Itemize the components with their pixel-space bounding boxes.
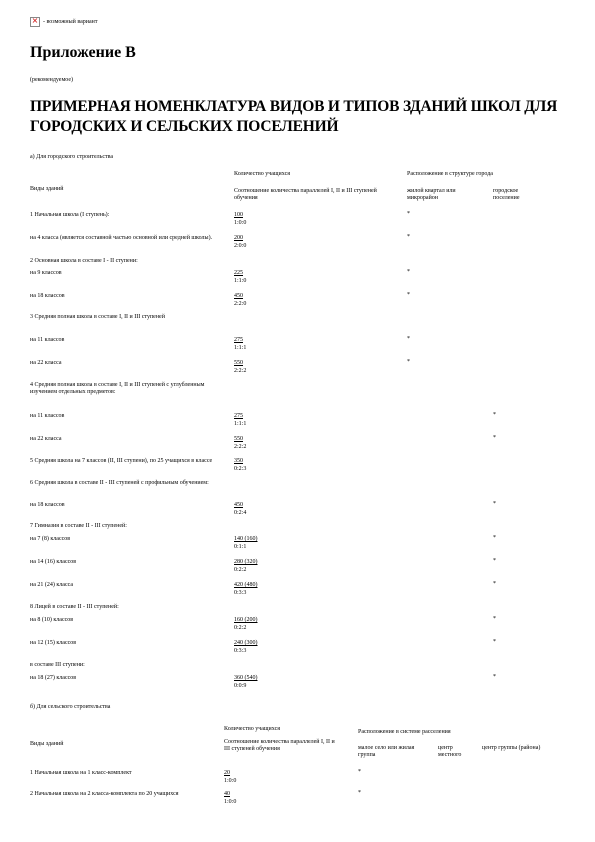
rural-header-small: малое село или жилая группа <box>358 745 415 758</box>
table-row-ratio: 2:2:0 <box>234 301 247 307</box>
table-row-count: 140 (160) <box>234 536 258 542</box>
table-row-name: на 7 (8) классов <box>30 536 71 542</box>
table-row-count: 240 (300) <box>234 640 258 646</box>
legend-text: - возможный вариант <box>43 18 98 25</box>
table-row-count: 450 <box>234 293 243 299</box>
table-row-name: на 8 (10) классов <box>30 617 74 623</box>
table-row-ratio: 1:0:0 <box>234 220 247 226</box>
table-row-ratio: 0:0:9 <box>234 683 247 689</box>
table-row-district-mark: * <box>407 359 410 365</box>
recommended-note: (рекомендуемое) <box>30 77 73 83</box>
rural-header-kind: Виды зданий <box>30 741 64 747</box>
table-row-ratio: 1:1:0 <box>234 278 247 284</box>
table-row-citywide-mark: * <box>493 616 496 622</box>
table-row-name: 8 Лицей в составе II - III ступеней: <box>30 604 119 610</box>
table-row-count: 350 <box>234 458 243 464</box>
rural-header-local: центр местного <box>438 745 462 758</box>
table-row-name: на 21 (24) класса <box>30 582 74 588</box>
table-row-ratio: 0:1:1 <box>234 544 247 550</box>
table-row-name: на 4 класса (является составной частью основной или средней школы). <box>30 235 213 241</box>
table-row-name: 6 Средняя школа в составе II - III ступеней с профильным обучением: <box>30 480 209 486</box>
urban-header-citywide: городское поселение <box>493 188 520 201</box>
table-row-name: на 11 классов <box>30 413 65 419</box>
table-row-citywide-mark: * <box>493 639 496 645</box>
rural-header-location: Расположение в системе расселения <box>358 729 451 735</box>
table-row-name: 3 Средняя полная школа в составе I, II и III ступеней <box>30 314 165 320</box>
table-row-name: 7 Гимназия в составе II - III ступеней: <box>30 523 127 529</box>
table-row-count: 200 <box>234 235 243 241</box>
table-row-citywide-mark: * <box>493 558 496 564</box>
table-row-ratio: 0:2:2 <box>234 567 247 573</box>
table-row-district-mark: * <box>407 269 410 275</box>
table-row-count: 20 <box>224 770 230 776</box>
table-row-count: 225 <box>234 270 243 276</box>
table-row-name: на 18 классов <box>30 293 65 299</box>
urban-header-location: Расположение в структуре города <box>407 171 493 177</box>
table-row-count: 420 (480) <box>234 582 258 588</box>
broken-image-icon <box>30 17 40 27</box>
table-row-district-mark: * <box>407 211 410 217</box>
table-row-name: на 11 классов <box>30 337 65 343</box>
table-row-count: 360 (540) <box>234 675 258 681</box>
table-row-count: 280 (320) <box>234 559 258 565</box>
table-row-count: 40 <box>224 791 230 797</box>
urban-header-district: жилой квартал или микрорайон <box>407 188 456 201</box>
table-row-ratio: 0:2:4 <box>234 510 247 516</box>
table-row-ratio: 2:2:2 <box>234 368 247 374</box>
table-row-name: на 18 классов <box>30 502 65 508</box>
rural-header-ratio: Соотношение количества параллелей I, II и III ступеней обучения <box>224 739 335 752</box>
rural-header-students: Количество учащихся <box>224 726 280 732</box>
appendix-title: Приложение В <box>30 44 136 61</box>
table-row-citywide-mark: * <box>493 674 496 680</box>
table-row-citywide-mark: * <box>493 501 496 507</box>
table-row-name: 1 Начальная школа на 1 класс-комплект <box>30 770 132 776</box>
table-row-ratio: 2:2:2 <box>234 444 247 450</box>
table-row-count: 275 <box>234 337 243 343</box>
table-row-count: 550 <box>234 436 243 442</box>
table-row-name: 2 Начальная школа на 2 класса-комплекта по 20 учащихся <box>30 791 179 797</box>
table-row-ratio: 0:2:3 <box>234 466 247 472</box>
table-row-citywide-mark: * <box>493 412 496 418</box>
table-row-count: 550 <box>234 360 243 366</box>
table-row-count: 450 <box>234 502 243 508</box>
urban-header-kind: Виды зданий <box>30 186 64 192</box>
legend <box>30 17 97 27</box>
table-row-citywide-mark: * <box>493 581 496 587</box>
rural-header-center: центр группы (района) <box>482 745 541 751</box>
table-row-name: на 18 (27) классов <box>30 675 77 681</box>
table-row-name: на 22 класса <box>30 436 62 442</box>
rural-heading: б) Для сельского строительства <box>30 704 111 710</box>
table-row-ratio: 0:3:3 <box>234 648 247 654</box>
table-row-citywide-mark: * <box>493 435 496 441</box>
table-row-ratio: 2:0:0 <box>234 243 247 249</box>
table-row-count: 100 <box>234 212 243 218</box>
table-row-name: на 12 (15) классов <box>30 640 77 646</box>
table-row-ratio: 1:0:0 <box>224 799 237 805</box>
table-row-count: 160 (200) <box>234 617 258 623</box>
table-row-count: 275 <box>234 413 243 419</box>
table-row-ratio: 1:1:1 <box>234 421 247 427</box>
table-row-name: 4 Средняя полная школа в составе I, II и III ступеней с углубленным изучением отдельных предметов: <box>30 382 205 395</box>
table-row-ratio: 0:2:2 <box>234 625 247 631</box>
table-row-name: на 14 (16) классов <box>30 559 77 565</box>
urban-header-students: Количество учащихся <box>234 171 290 177</box>
urban-header-ratio: Соотношение количества параллелей I, II и III ступеней обучения <box>234 188 377 201</box>
table-row-citywide-mark: * <box>493 535 496 541</box>
table-row-district-mark: * <box>407 336 410 342</box>
table-row-small-mark: * <box>358 790 361 796</box>
table-row-small-mark: * <box>358 769 361 775</box>
table-row-name: 2 Основная школа в составе I - II ступени: <box>30 258 138 264</box>
table-row-ratio: 1:1:1 <box>234 345 247 351</box>
table-row-ratio: 1:0:0 <box>224 778 237 784</box>
table-row-name: 1 Начальная школа (I ступень): <box>30 212 110 218</box>
main-title: ПРИМЕРНАЯ НОМЕНКЛАТУРА ВИДОВ И ТИПОВ ЗДАНИЙ ШКОЛ ДЛЯ ГОРОДСКИХ И СЕЛЬСКИХ ПОСЕЛЕНИЙ <box>30 98 558 135</box>
table-row-name: на 9 классов <box>30 270 62 276</box>
table-row-district-mark: * <box>407 234 410 240</box>
table-row-district-mark: * <box>407 292 410 298</box>
urban-heading: а) Для городского строительства <box>30 154 114 160</box>
table-row-name: на 22 класса <box>30 360 62 366</box>
table-row-name: 5 Средняя школа на 7 классов (II, III ступени), по 25 учащихся в классе <box>30 458 213 464</box>
table-row-ratio: 0:3:3 <box>234 590 247 596</box>
table-row-name: в составе III ступени: <box>30 662 85 668</box>
